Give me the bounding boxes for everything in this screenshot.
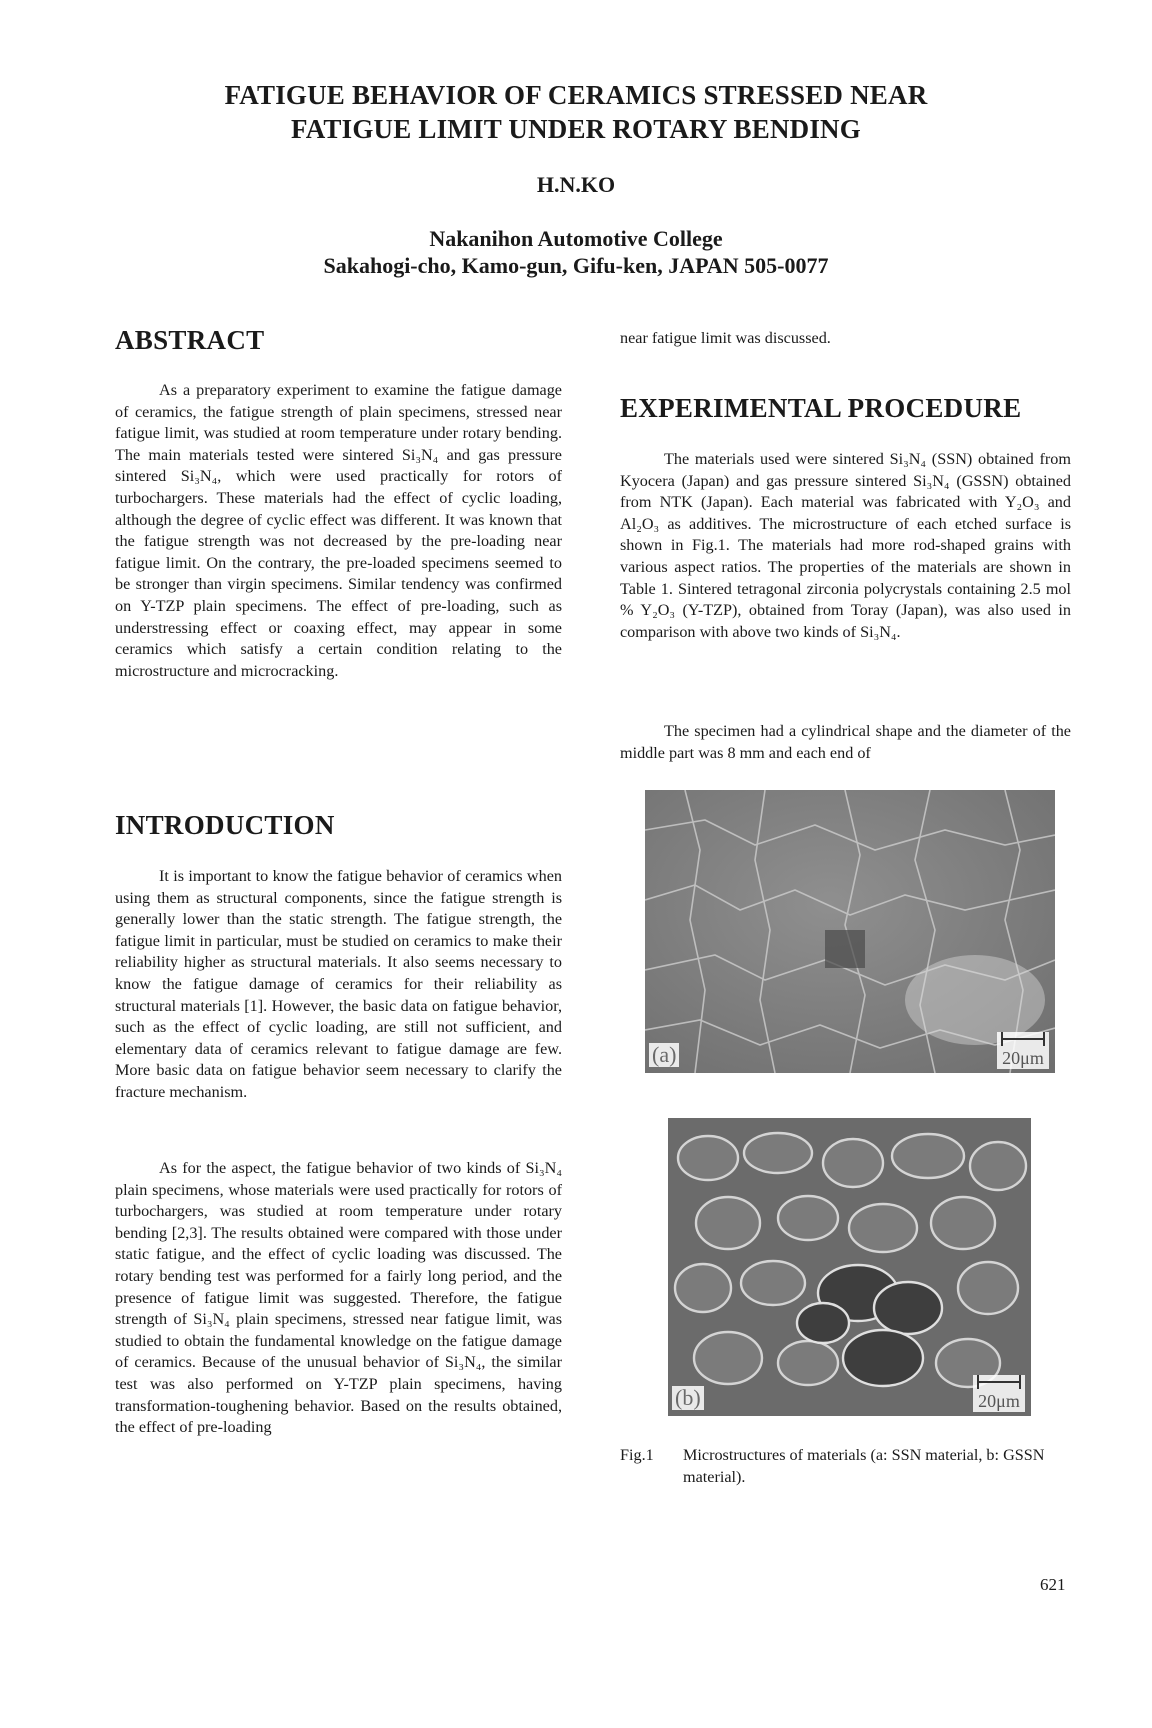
micrograph-b-image: [668, 1118, 1031, 1416]
continued-text: near fatigue limit was discussed.: [620, 329, 831, 347]
micrograph-a: [645, 790, 1055, 1073]
scale-bar-a-label: 20μm: [1002, 1048, 1044, 1068]
affiliation-line-2: Sakahogi-cho, Kamo-gun, Gifu-ken, JAPAN 505-0077: [323, 253, 829, 278]
abstract-heading: ABSTRACT: [115, 325, 265, 355]
figure-caption-text: Microstructures of materials (a: SSN material, b: GSSN material).: [683, 1446, 1045, 1486]
affiliation: [0, 225, 1152, 279]
author: H.N.KO: [536, 172, 616, 197]
panel-b-label: (b): [672, 1386, 704, 1410]
introduction-heading: INTRODUCTION: [115, 810, 335, 840]
affiliation-line-1: Nakanihon Automotive College: [429, 226, 723, 251]
scale-bar-b-line: [977, 1375, 1021, 1389]
experimental-paragraph-1: The materials used were sintered Si₃N₄ (SSN) obtained from Kyocera (Japan) and gas pressure sintered Si₃N₄ (GSSN) obtained from NTK (Japan). Each material was fabricated with Y₂O₃ and Al₂O₃ as additives. The microstructure of each etched surface is shown in Fig.1. The materials had more rod-shaped grains with various aspect ratios. The properties of the materials are shown in Table 1. Sintered tetragonal zirconia polycrystals containing 2.5 mol % Y₂O₃ (Y-TZP), obtained from Toray (Japan), was also used in comparison with above two kinds of Si₃N₄.: [620, 450, 1071, 641]
title-line-1: FATIGUE BEHAVIOR OF CERAMICS STRESSED NEAR: [224, 80, 928, 110]
paper-title: [0, 78, 1152, 146]
page-number: 621: [1040, 1575, 1066, 1594]
scale-bar-a-line: [1001, 1032, 1045, 1046]
figure-caption-number: Fig.1: [620, 1446, 654, 1464]
introduction-paragraph-2: As for the aspect, the fatigue behavior of two kinds of Si₃N₄ plain specimens, whose materials were used practically for rotors of turbochargers, was studied at room temperature under rotary bending [2,3]. The results obtained were compared with those under static fatigue, and the effect of cyclic loading was discussed. The rotary bending test was performed for a fairly long period, and the presence of fatigue limit was suggested. Therefore, the fatigue strength of Si₃N₄ plain specimens, stressed near fatigue limit, was studied to obtain the fundamental knowledge on the fatigue damage of ceramics. Because of the unusual behavior of Si₃N₄, the similar test was also performed on Y-TZP plain specimens, having transformation-toughening behavior. Based on the results obtained, the effect of pre-loading: [115, 1159, 562, 1437]
scale-bar-b: [973, 1375, 1025, 1412]
introduction-paragraph-1: It is important to know the fatigue behavior of ceramics when using them as structural components, since the fatigue strength is generally lower than the static strength. The fatigue strength, the fatigue limit in particular, must be studied on ceramics to make their reliability higher as structural materials. It also seems necessary to know the fatigue damage of ceramics for their reliability as structural materials [1]. However, the basic data on fatigue behavior, such as the effect of cyclic loading, are still not sufficient, and elementary data of ceramics relevant to fatigue damage are few. More basic data on fatigue behavior seem necessary to clarify the fracture mechanism.: [115, 867, 562, 1101]
experimental-heading: EXPERIMENTAL PROCEDURE: [620, 393, 1022, 423]
title-line-2: FATIGUE LIMIT UNDER ROTARY BENDING: [291, 114, 861, 144]
abstract-text: As a preparatory experiment to examine the fatigue damage of ceramics, the fatigue strength of plain specimens, stressed near fatigue limit, was studied at room temperature under rotary bending. The main materials tested were sintered Si₃N₄ and gas pressure sintered Si₃N₄, which were used practically for rotors of turbochargers. These materials had the effect of cyclic loading, although the degree of cyclic effect was different. It was known that the fatigue strength was not decreased by the pre-loading near fatigue limit. On the contrary, the pre-loaded specimens seemed to be stronger than virgin specimens. Similar tendency was confirmed on Y-TZP plain specimens. The effect of pre-loading, such as understressing effect or coaxing effect, may appear in some ceramics which satisfy a certain condition relating to the microstructure and microcracking.: [115, 381, 562, 680]
scale-bar-b-label: 20μm: [978, 1391, 1020, 1411]
panel-a-label: (a): [649, 1043, 679, 1067]
scale-bar-a: [997, 1032, 1049, 1069]
experimental-paragraph-2: The specimen had a cylindrical shape and the diameter of the middle part was 8 mm and each end of: [620, 722, 1071, 762]
micrograph-a-image: [645, 790, 1055, 1073]
micrograph-b: [668, 1118, 1031, 1416]
